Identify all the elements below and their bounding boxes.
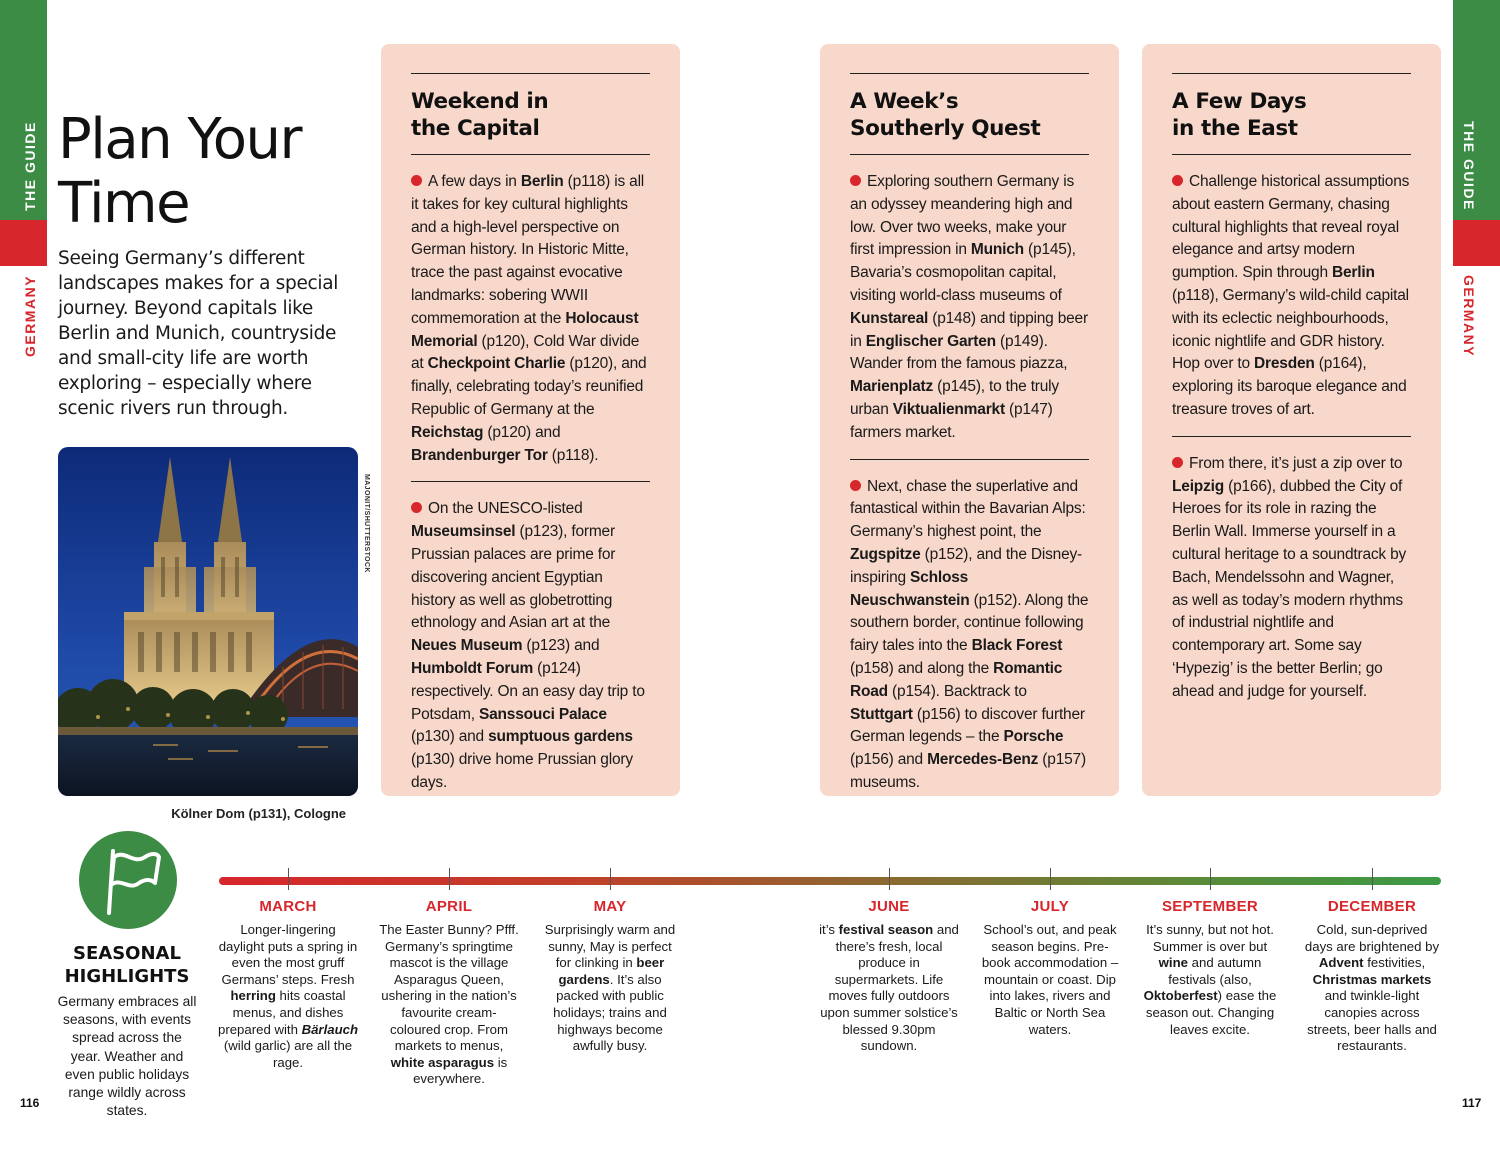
card-title-line2: the Capital <box>411 116 540 141</box>
side-tab-red-left <box>0 220 47 266</box>
month-name: MARCH <box>259 898 317 915</box>
card-title-line1: Weekend in <box>411 89 549 114</box>
bold-term: beer gardens <box>558 955 665 987</box>
bold-term: Museumsinsel <box>411 523 516 541</box>
month-text: Surprisingly warm and sunny, May is perfect for clinking in beer gardens. It’s also packed with public holidays; trains and highways become awfully busy. <box>544 922 676 1054</box>
card-content <box>850 73 1089 803</box>
page-number-left: 116 <box>20 1096 40 1110</box>
bold-term: wine <box>1158 955 1188 971</box>
side-label-country-right: GERMANY <box>1461 274 1477 358</box>
month-text: School’s out, and peak season begins. Pre-book accommodation – mountain or coast. Dip into lakes, rivers and Baltic or North Sea waters. <box>981 922 1119 1037</box>
bold-term: white asparagus <box>390 1054 495 1070</box>
page-title <box>58 108 301 236</box>
card-title-line2: Southerly Quest <box>850 116 1041 141</box>
bold-term: Holocaust Memorial <box>411 309 639 350</box>
seasonal-title <box>58 942 196 988</box>
bold-term: Black Forest <box>971 637 1063 655</box>
timeline-tick <box>449 868 450 890</box>
month-june <box>819 898 959 1055</box>
bold-term: Porsche <box>1003 728 1064 746</box>
cologne-cathedral-photo <box>58 447 358 796</box>
card-content <box>1172 73 1411 712</box>
bullet-dot <box>1172 457 1183 468</box>
month-name: DECEMBER <box>1327 898 1417 915</box>
month-september <box>1140 898 1280 1038</box>
side-label-guide-right: THE GUIDE <box>1461 121 1477 211</box>
bold-term: Dresden <box>1254 355 1315 373</box>
month-name: APRIL <box>425 898 473 915</box>
card-southerly-quest <box>820 44 1119 796</box>
bold-term: herring <box>230 988 276 1004</box>
timeline-tick <box>288 868 289 890</box>
month-name: JUNE <box>868 898 910 915</box>
bold-term: Brandenburger Tor <box>411 446 548 464</box>
bold-term: Reichstag <box>411 423 484 441</box>
side-label-guide-left: THE GUIDE <box>22 121 38 211</box>
bold-term: Romantic Road <box>850 659 1063 700</box>
month-text: The Easter Bunny? Pfff. Germany’s springtime mascot is the village Asparagus Queen, ushering in the nation’s favourite cream-coloured crop. From markets to menus, white asparagus is everywhere. <box>379 922 519 1087</box>
bold-term: Schloss Neuschwanstein <box>850 568 970 609</box>
month-december <box>1302 898 1442 1055</box>
photo-credit: MAJONIT/SHUTTERSTOCK <box>363 474 370 573</box>
seasonal-title-line1: SEASONAL <box>73 943 181 964</box>
card-title-line1: A Few Days <box>1172 89 1307 114</box>
month-name: JULY <box>1030 898 1070 915</box>
card-paragraph: Exploring southern Germany is an odyssey meandering high and low. Over two weeks, make your first impression in Munich (p145), Bavaria’s cosmopolitan capital, visiting world-class museums of Kunstareal (p148) and tipping beer in Englischer Garten (p149). Wander from the famous piazza, Marienplatz (p145), to the truly urban Viktualienmarkt (p147) farmers market. <box>850 173 1088 441</box>
seasonal-text: Germany embraces all seasons, with events spread across the year. Weather and even public holidays range wildly across states. <box>57 994 197 1119</box>
bullet-dot <box>411 175 422 186</box>
card-title-line2: in the East <box>1172 116 1298 141</box>
card-title <box>850 74 1089 154</box>
bold-term: festival season <box>838 922 934 937</box>
timeline-tick <box>610 868 611 890</box>
flag-icon <box>79 831 177 929</box>
bold-term: Sanssouci Palace <box>478 705 607 723</box>
bullet-dot <box>411 502 422 513</box>
timeline-tick <box>889 868 890 890</box>
timeline-tick <box>1372 868 1373 890</box>
bold-term: sumptuous gardens <box>488 728 633 746</box>
card-paragraph: From there, it’s just a zip over to Leipzig (p166), dubbed the City of Heroes for its role in razing the Berlin Wall. Immerse yourself in a cultural heritage to a soundtrack by Bach, Mendelssohn and Wagner, as well as today’s modern rhythms of industrial nightlife and contemporary art. Some say ‘Hypezig’ is the better Berlin; go ahead and judge for yourself. <box>1172 454 1407 700</box>
card-weekend-capital <box>381 44 680 796</box>
bold-term: Advent <box>1318 955 1364 971</box>
card-content <box>411 73 650 803</box>
page-number-right: 117 <box>1462 1096 1482 1110</box>
card-paragraph: Challenge historical assumptions about eastern Germany, chasing cultural highlights that reveal royal elegance and artsy modern gumption. Spin through Berlin (p118), Germany’s wild-child capital with its eclectic neighbourhoods, iconic nightlife and GDR history. Hop over to Dresden (p164), exploring its baroque elegance and treasure troves of art. <box>1172 173 1410 418</box>
card-title <box>411 74 650 154</box>
bold-term: Christmas markets <box>1312 971 1432 987</box>
bold-term: Berlin <box>520 173 564 190</box>
month-text: Longer-lingering daylight puts a spring in even the most gruff Germans’ steps. Fresh herring hits coastal menus, and dishes prepared with Bärlauch (wild garlic) are all the rage. <box>218 922 359 1070</box>
bold-term: Stuttgart <box>850 705 913 723</box>
bold-term: Englischer Garten <box>865 332 996 350</box>
bold-term: Oktoberfest <box>1143 988 1218 1004</box>
page-title-line2: Time <box>58 171 190 236</box>
bold-term: Marienplatz <box>850 378 934 396</box>
page-title-line1: Plan Your <box>58 107 301 172</box>
bold-term: Zugspitze <box>850 545 921 563</box>
photo-caption: Kölner Dom (p131), Cologne <box>171 806 346 821</box>
month-april <box>379 898 519 1088</box>
card-few-days-east <box>1142 44 1441 796</box>
card-paragraph: On the UNESCO-listed Museumsinsel (p123), former Prussian palaces are prime for discovering ancient Egyptian history as well as globetrotting ethnology and Asian art at the Neues Museum (p123) and Humboldt Forum (p124) respectively. On an easy day trip to Potsdam, Sanssouci Palace (p130) and sumptuous gardens (p130) drive home Prussian glory days. <box>411 500 645 791</box>
month-name: MAY <box>593 898 627 915</box>
month-may <box>540 898 680 1055</box>
month-text: Cold, sun-deprived days are brightened by Advent festivities, Christmas markets and twinkle-light canopies across streets, beer halls and restaurants. <box>1304 922 1440 1054</box>
bold-term: Viktualienmarkt <box>892 400 1005 418</box>
bold-term: Leipzig <box>1172 477 1224 495</box>
month-name: SEPTEMBER <box>1161 898 1259 915</box>
month-march <box>218 898 358 1071</box>
side-tab-red-right <box>1453 220 1500 266</box>
month-july <box>980 898 1120 1038</box>
side-label-country-left: GERMANY <box>22 274 38 358</box>
card-paragraph: Next, chase the superlative and fantastical within the Bavarian Alps: Germany’s highest point, the Zugspitze (p152), and the Disney-inspiring Schloss Neuschwanstein (p152). Along the southern border, continue following fairy tales into the Black Forest (p158) and along the Romantic Road (p154). Backtrack to Stuttgart (p156) to discover further German legends – the Porsche (p156) and Mercedes-Benz (p157) museums. <box>850 477 1089 791</box>
bold-term: Munich <box>970 241 1024 259</box>
month-text: It’s sunny, but not hot. Summer is over but wine and autumn festivals (also, Oktoberfest) ease the season out. Changing leaves excite. <box>1143 922 1277 1037</box>
bold-term: Humboldt Forum <box>411 659 534 677</box>
timeline-tick <box>1050 868 1051 890</box>
card-title <box>1172 74 1411 154</box>
bullet-dot <box>1172 175 1183 186</box>
bold-term: Kunstareal <box>850 309 929 327</box>
bold-term: Mercedes-Benz <box>927 751 1039 769</box>
bold-term: Checkpoint Charlie <box>427 355 566 373</box>
bold-term: Berlin <box>1331 264 1375 282</box>
card-paragraph: A few days in Berlin (p118) is all it takes for key cultural highlights and a high-level perspective on German history. In Historic Mitte, trace the past against evocative landmarks: sobering WWII commemoration at the Holocaust Memorial (p120), Cold War divide at Checkpoint Charlie (p120), and finally, celebrating today’s reunified Republic of Germany at the Reichstag (p120) and Brandenburger Tor (p118). <box>411 173 647 464</box>
card-title-line1: A Week’s <box>850 89 959 114</box>
bullet-dot <box>850 175 861 186</box>
timeline-bar <box>219 877 1441 885</box>
month-text: it’s festival season and there’s fresh, local produce in supermarkets. Life moves fully outdoors upon summer solstice’s blessed 9.30pm sundown. <box>819 922 959 1054</box>
bold-term: Bärlauch <box>301 1021 359 1037</box>
bullet-dot <box>850 480 861 491</box>
timeline-tick <box>1210 868 1211 890</box>
seasonal-title-line2: HIGHLIGHTS <box>64 966 190 987</box>
bold-term: Neues Museum <box>411 637 523 655</box>
intro-text: Seeing Germany’s different landscapes makes for a special journey. Beyond capitals like Berlin and Munich, countryside and small-city life are worth exploring – especially where scenic rivers run through. <box>58 248 339 419</box>
